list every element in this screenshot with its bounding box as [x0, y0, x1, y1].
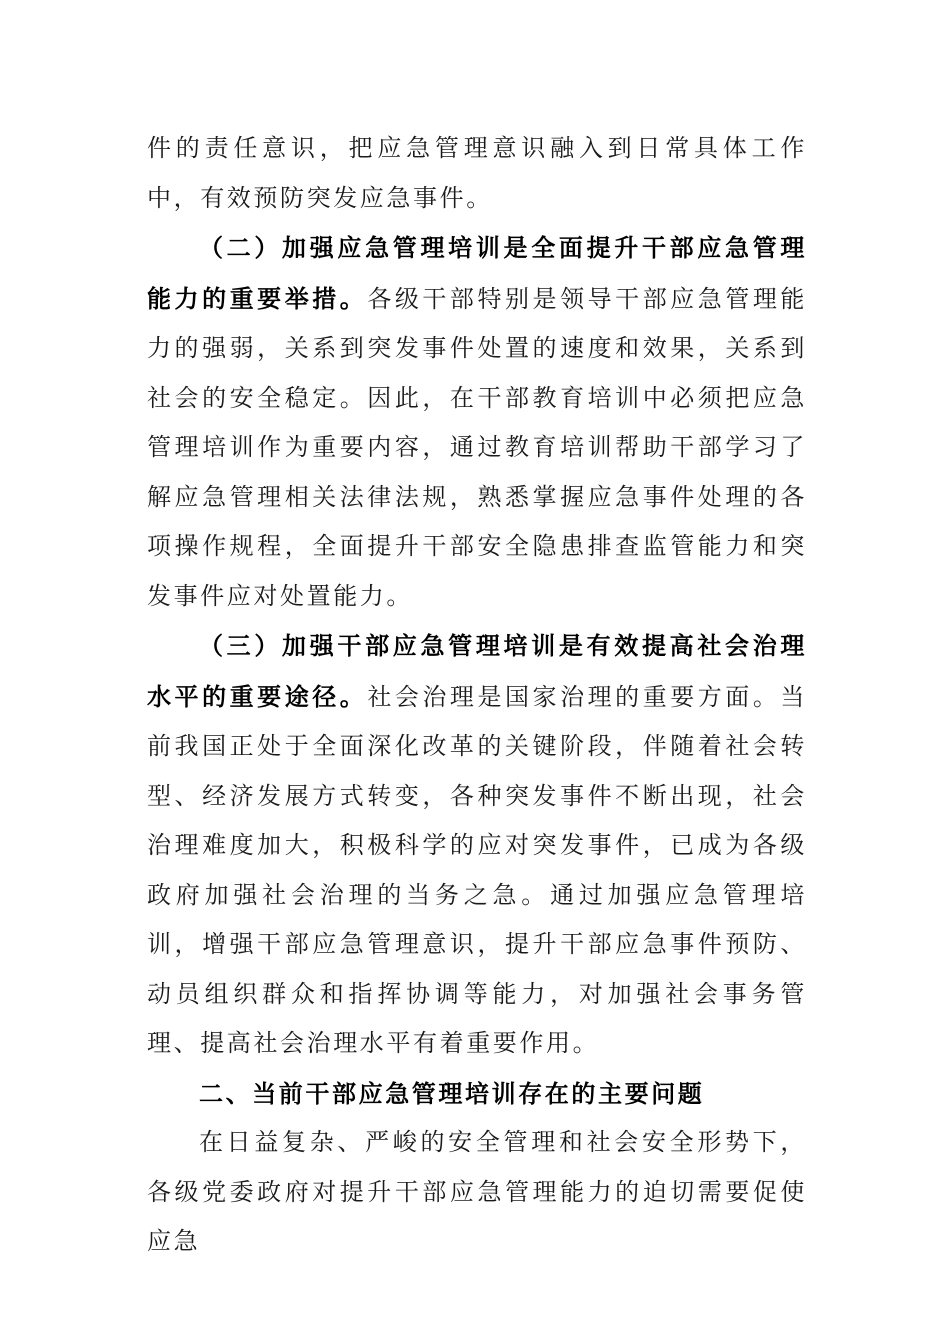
paragraph-social-governance: [147, 621, 807, 1069]
paragraph-lead-bold: （三）加强干部应急管理培训是有效提高社会治理水平的重要途径。: [147, 631, 807, 711]
paragraph-text: 社会治理是国家治理的重要方面。当前我国正处于全面深化改革的关键阶段，伴随着社会转型、经济发展方式转变，各种突发事件不断出现，社会治理难度加大，积极科学的应对突发事件，已成为各级政府加强社会治理的当务之急。通过加强应急管理培训，增强干部应急管理意识，提升干部应急事件预防、动员组织群众和指挥协调等能力，对加强社会事务管理、提高社会治理水平有着重要作用。: [147, 682, 807, 1057]
paragraph-training-importance: [147, 223, 807, 621]
paragraph-text: 各级干部特别是领导干部应急管理能力的强弱，关系到突发事件处置的速度和效果，关系到社会的安全稳定。因此，在干部教育培训中必须把应急管理培训作为重要内容，通过教育培训帮助干部学习了解应急管理相关法律法规，熟悉掌握应急事件处理的各项操作规程，全面提升干部安全隐患排查监管能力和突发事件应对处置能力。: [147, 284, 807, 610]
paragraph-last: [147, 1118, 807, 1267]
paragraph-text: 在日益复杂、严峻的安全管理和社会安全形势下，各级党委政府对提升干部应急管理能力的迫切需要促使应急: [147, 1128, 807, 1255]
paragraph-lead-bold: （二）加强应急管理培训是全面提升干部应急管理能力的重要举措。: [147, 233, 807, 313]
section-heading: 二、当前干部应急管理培训存在的主要问题: [199, 1078, 705, 1108]
document-body: [147, 124, 807, 1267]
paragraph-text: 件的责任意识，把应急管理意识融入到日常具体工作中，有效预防突发应急事件。: [147, 134, 807, 212]
paragraph-continuation: [147, 124, 807, 223]
